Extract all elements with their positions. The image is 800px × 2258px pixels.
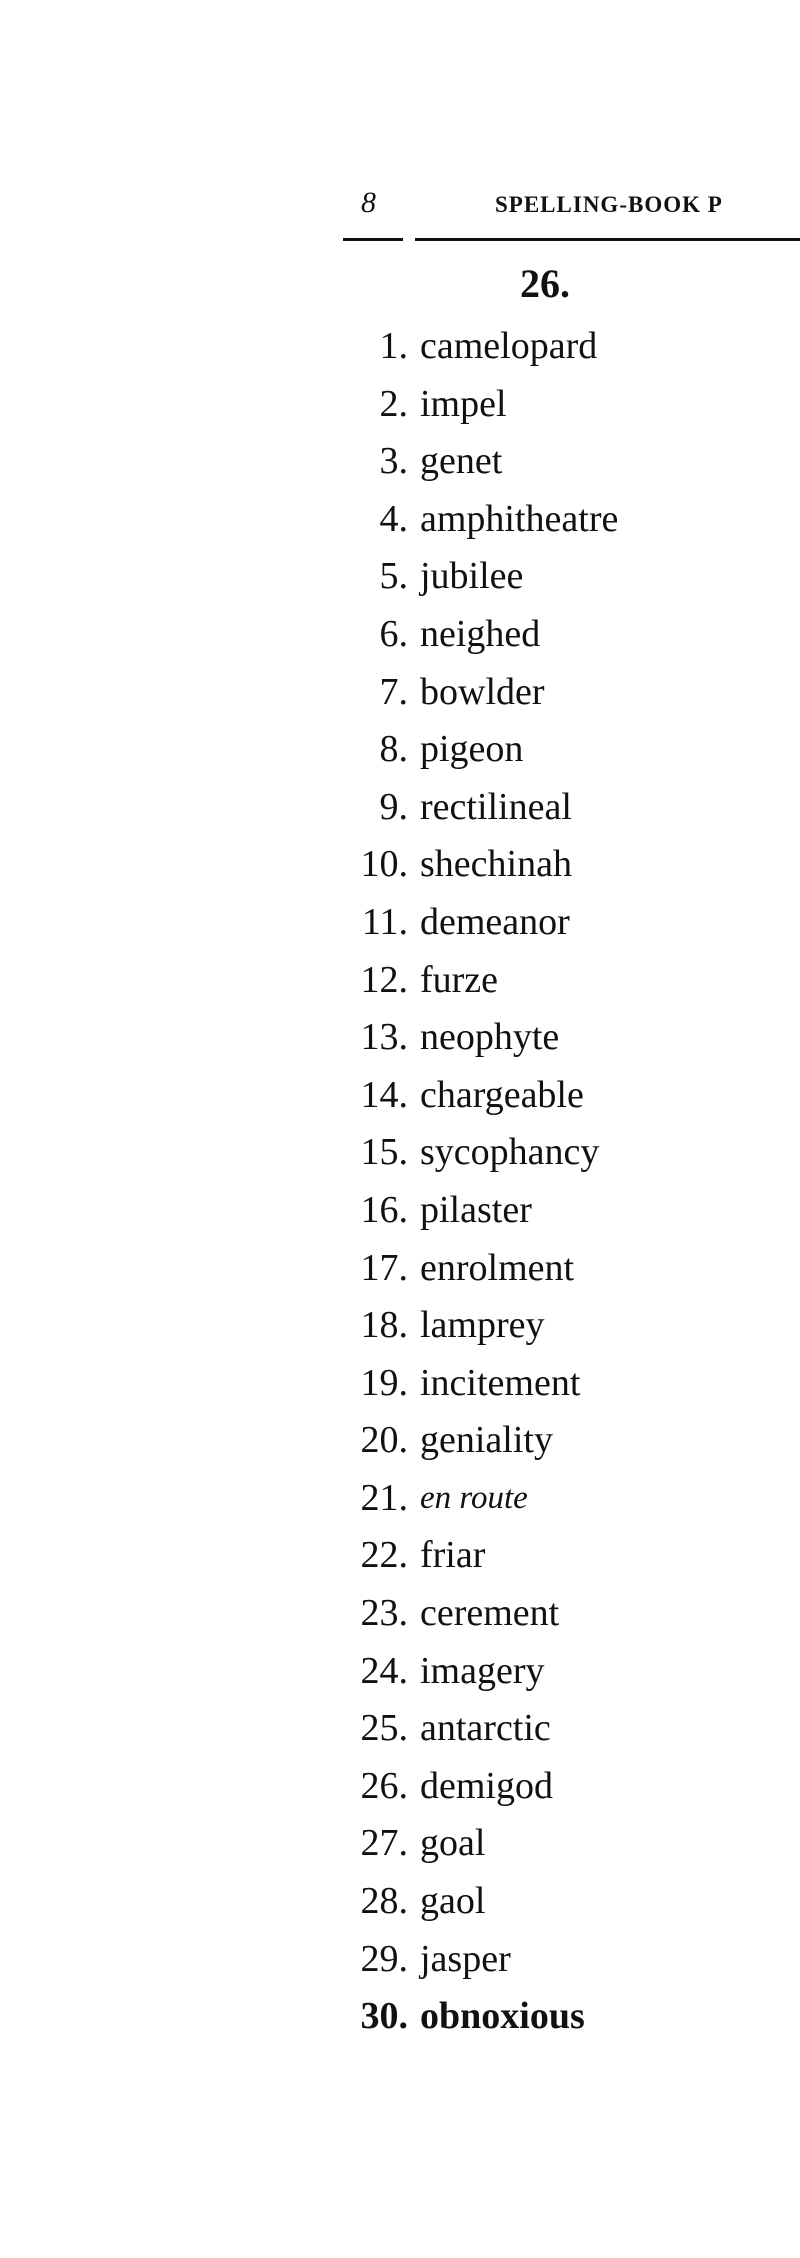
item-word: friar [420, 1534, 486, 1577]
item-number: 16. [360, 1188, 408, 1231]
item-number: 12. [360, 958, 408, 1001]
list-item [0, 1470, 800, 1528]
item-number: 10. [360, 843, 408, 886]
item-word: demeanor [420, 900, 570, 943]
list-item [0, 1873, 800, 1931]
list-item [0, 664, 800, 722]
item-number: 14. [360, 1073, 408, 1116]
list-item [0, 1182, 800, 1240]
item-number: 5. [379, 555, 408, 598]
list-item [0, 1412, 800, 1470]
list-item [0, 1815, 800, 1873]
header-rule-right [415, 238, 800, 241]
item-word: jasper [420, 1937, 511, 1980]
page-header [355, 186, 800, 226]
item-word: camelopard [420, 325, 598, 367]
item-number: 2. [379, 382, 408, 425]
item-word: genet [420, 440, 503, 483]
item-number: 28. [360, 1880, 408, 1923]
list-item [0, 606, 800, 664]
section-heading: 26. [520, 261, 570, 306]
running-head: SPELLING-BOOK P [495, 192, 723, 217]
list-item [0, 1700, 800, 1758]
item-word: obnoxious [420, 1995, 585, 2038]
spelling-word-list [0, 318, 800, 2046]
list-item [0, 894, 800, 952]
item-number: 19. [360, 1361, 408, 1404]
item-number: 24. [360, 1649, 408, 1692]
list-item [0, 1009, 800, 1067]
item-word: shechinah [420, 843, 572, 886]
list-item [0, 836, 800, 894]
list-item [0, 1297, 800, 1355]
item-word: en route [420, 1479, 528, 1516]
item-word: jubilee [420, 555, 524, 598]
item-word: sycophancy [420, 1131, 600, 1174]
item-word: geniality [420, 1419, 553, 1462]
item-number: 30. [360, 1995, 408, 2038]
item-word: neighed [420, 612, 541, 655]
item-number: 15. [360, 1131, 408, 1174]
item-number: 6. [379, 612, 408, 655]
item-word: amphitheatre [420, 497, 619, 540]
item-number: 26. [360, 1764, 408, 1807]
item-word: cerement [420, 1592, 560, 1635]
page-number: 8 [361, 186, 376, 219]
item-number: 22. [360, 1534, 408, 1577]
item-word: impel [420, 382, 507, 425]
list-item [0, 952, 800, 1010]
list-item [0, 376, 800, 434]
item-number: 1. [379, 325, 408, 367]
item-word: lamprey [420, 1304, 545, 1347]
item-number: 17. [360, 1246, 408, 1289]
item-word: chargeable [420, 1073, 584, 1116]
item-word: furze [420, 958, 499, 1001]
list-item [0, 433, 800, 491]
item-word: enrolment [420, 1246, 575, 1289]
list-item [0, 1585, 800, 1643]
header-rule-left [343, 238, 403, 241]
item-word: bowlder [420, 670, 545, 713]
item-number: 29. [360, 1937, 408, 1980]
item-number: 8. [379, 728, 408, 771]
item-word: neophyte [420, 1016, 560, 1059]
item-number: 13. [360, 1016, 408, 1059]
item-number: 3. [379, 440, 408, 483]
item-number: 7. [379, 670, 408, 713]
item-word: goal [420, 1822, 486, 1865]
list-item [0, 779, 800, 837]
list-item [0, 491, 800, 549]
list-item [0, 1643, 800, 1701]
list-item [0, 548, 800, 606]
item-word: demigod [420, 1764, 553, 1807]
list-item [0, 318, 800, 376]
list-item [0, 1240, 800, 1298]
item-number: 9. [379, 785, 408, 828]
item-number: 4. [379, 497, 408, 540]
item-number: 23. [360, 1592, 408, 1635]
item-number: 20. [360, 1419, 408, 1462]
item-word: pilaster [420, 1188, 532, 1231]
list-item [0, 1988, 800, 2046]
item-word: imagery [420, 1649, 545, 1692]
item-number: 11. [361, 900, 408, 943]
item-number: 27. [360, 1822, 408, 1865]
item-number: 25. [360, 1707, 408, 1750]
item-number: 21. [360, 1476, 408, 1519]
list-item [0, 1931, 800, 1989]
item-number: 18. [360, 1304, 408, 1347]
item-word: gaol [420, 1880, 486, 1923]
list-item [0, 1124, 800, 1182]
list-item [0, 1758, 800, 1816]
list-item [0, 1067, 800, 1125]
list-item [0, 721, 800, 779]
list-item [0, 1355, 800, 1413]
item-word: pigeon [420, 728, 524, 771]
item-word: antarctic [420, 1707, 551, 1750]
item-word: rectilineal [420, 785, 572, 828]
list-item [0, 1527, 800, 1585]
item-word: incitement [420, 1361, 581, 1404]
